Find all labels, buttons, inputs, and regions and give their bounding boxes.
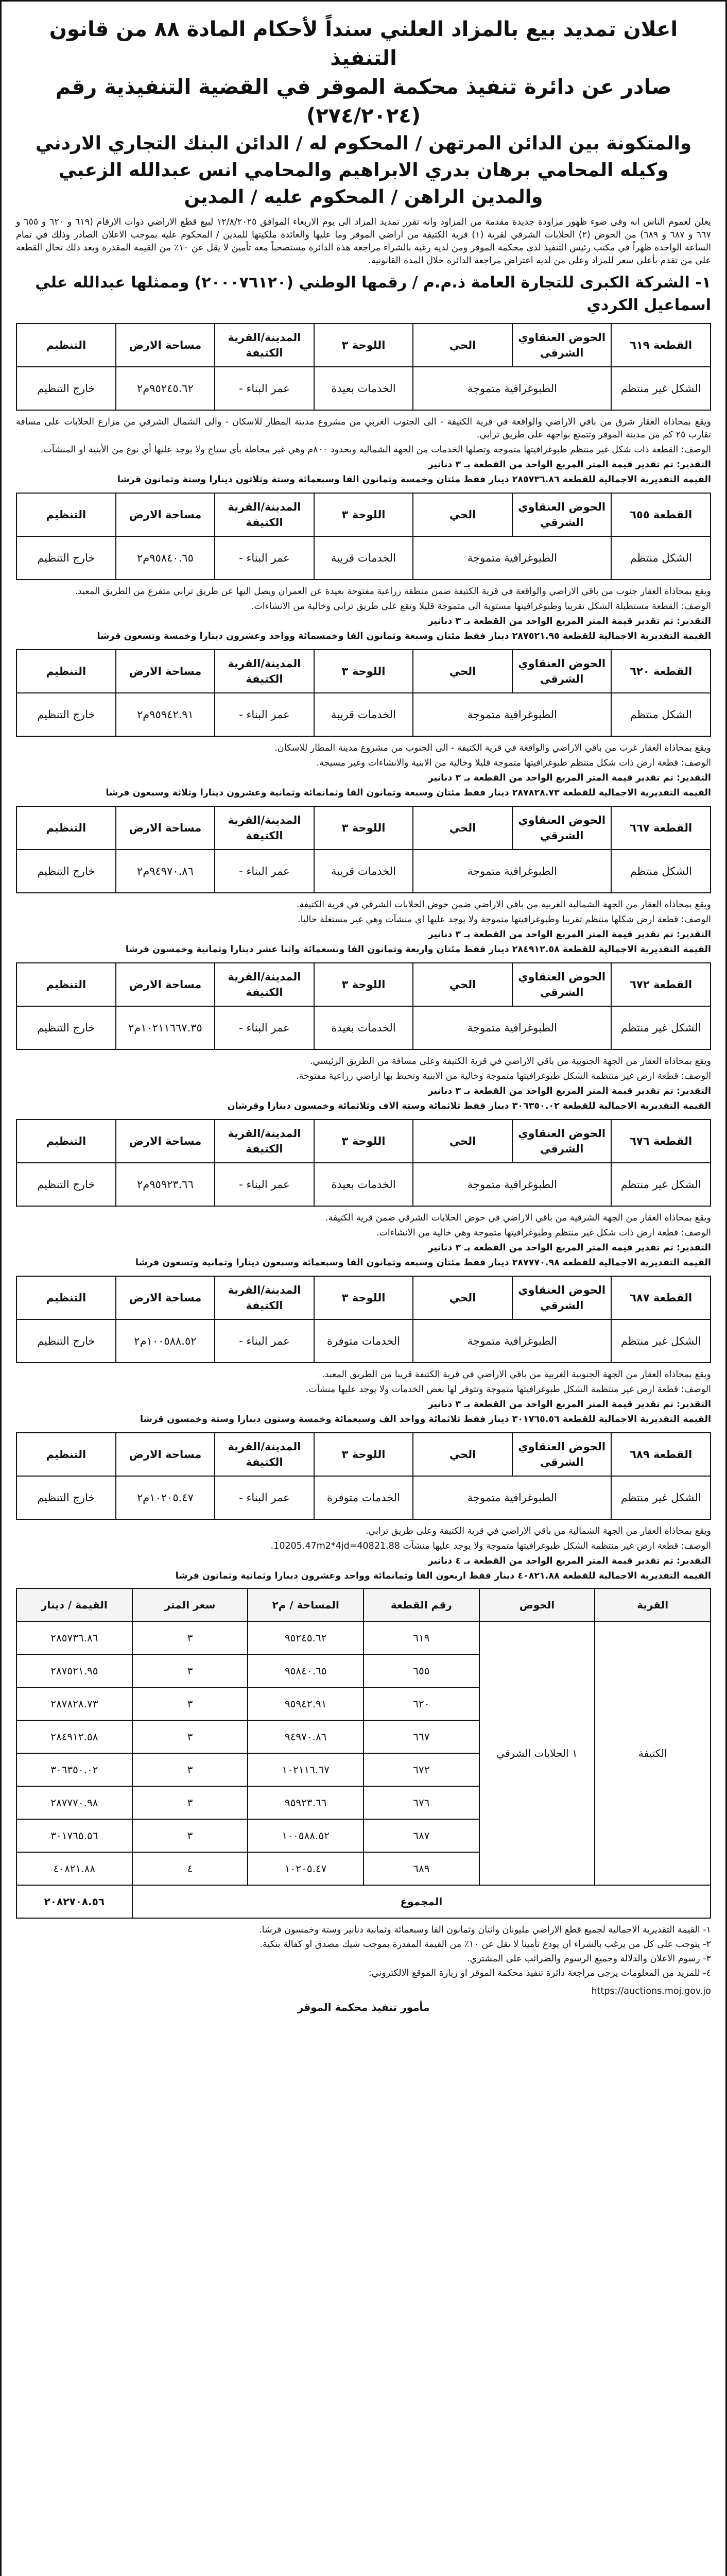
lot-board-cell: اللوحة ٣	[314, 806, 413, 850]
summary-cell: ٢٨٤٩١٢.٥٨	[16, 1720, 132, 1753]
lot-location-text: ويقع بمحاذاة العقار من الجهة الجنوبية الغربية من باقي الاراضي في قرية الكتيفة قريبا من الطريق المعبد.	[322, 1369, 711, 1380]
lot-number-cell: القطعة ٦٦٧	[611, 806, 711, 850]
lot-zoning-header-cell: التنظيم	[16, 1433, 116, 1476]
lot-basin-cell: الحوض العنقاوي الشرقي	[512, 1276, 612, 1319]
lot-neighborhood-cell: الحي	[413, 650, 512, 693]
header-line-1: اعلان تمديد بيع بالمزاد العلني سنداً لأحكام المادة ٨٨ من قانون التنفيذ	[49, 18, 678, 70]
lot-topography-cell: الطبوغرافية متموجة	[413, 1163, 611, 1206]
lots-container	[16, 323, 711, 1583]
summary-cell: ٣	[132, 1753, 248, 1786]
lot-row-1	[16, 1120, 711, 1163]
lot-neighborhood-cell: الحي	[413, 1433, 512, 1476]
lot-block	[16, 493, 711, 643]
lot-area-header-cell: مساحة الارض	[116, 1276, 215, 1319]
lot-table	[16, 649, 711, 737]
lot-row-1	[16, 1276, 711, 1319]
lot-city-cell: المدينة/القرية الكتيفة	[215, 1120, 314, 1163]
lot-services-cell: الخدمات قريبة	[314, 850, 413, 893]
company-title: ١- الشركة الكبرى للتجارة العامة ذ.م.م / رقمها الوطني (٢٠٠٠٧٦١٢٠) وممثلها عبدالله علي اسماعيل الكردي	[35, 274, 711, 314]
lot-shape-cell: الشكل غير منتظم	[611, 1006, 711, 1049]
lot-basin-cell: الحوض العنقاوي الشرقي	[512, 493, 612, 536]
lot-topography-cell: الطبوغرافية متموجة	[413, 1006, 611, 1049]
lot-basin-cell: الحوض العنقاوي الشرقي	[512, 1120, 612, 1163]
lot-services-cell: الخدمات قريبة	[314, 536, 413, 580]
lot-location-text: ويقع بمحاذاة العقار من الجهة الشمالية من باقي الاراضي في قرية الكتيفة وعلى طريق ترابي.	[365, 1526, 711, 1536]
summary-cell: ٣	[132, 1786, 248, 1819]
summary-cell: ٣	[132, 1819, 248, 1852]
lot-neighborhood-cell: الحي	[413, 1120, 512, 1163]
lot-board-cell: اللوحة ٣	[314, 650, 413, 693]
lot-topography-cell: الطبوغرافية متموجة	[413, 1476, 611, 1519]
lot-description-text: الوصف: قطعة ارض غير منتظمة الشكل طبوغرافيتها متموجة وتتوفر لها بعض الخدمات ولا يوجد عليها منشآت.	[305, 1384, 711, 1395]
lot-row-1	[16, 650, 711, 693]
lot-basin-cell: الحوض العنقاوي الشرقي	[512, 806, 612, 850]
lot-row-2	[16, 693, 711, 736]
lot-shape-cell: الشكل منتظم	[611, 850, 711, 893]
lot-number-cell: القطعة ٦٨٧	[611, 1276, 711, 1319]
lot-area-value-cell: ١٠٢٠٥.٤٧م٢	[116, 1476, 215, 1519]
summary-cell: ٢٨٧٧٧٠.٩٨	[16, 1786, 132, 1819]
lot-zoning-header-cell: التنظيم	[16, 963, 116, 1006]
lot-number-cell: القطعة ٦٥٥	[611, 493, 711, 536]
lot-total-text: القيمة التقديرية الاجمالية للقطعة ٤٠٨٢١.٨٨ دينار فقط اربعون الفا وثمانمائة وواحد وعشرون دينارا وثمانية وثمانون قرشا	[175, 1571, 711, 1581]
summary-cell: ٩٤٩٧٠.٨٦	[248, 1720, 363, 1753]
lot-board-cell: اللوحة ٣	[314, 1276, 413, 1319]
lot-zoning-value-cell: خارج التنظيم	[16, 536, 116, 580]
summary-header-row	[16, 1588, 711, 1621]
lot-location-text: ويقع بمحاذاة العقار من الجهة الشرقية من باقي الاراضي في حوض الحلابات الشرقي ضمن قرية الكتيفة.	[325, 1213, 711, 1223]
lot-city-cell: المدينة/القرية الكتيفة	[215, 1276, 314, 1319]
summary-cell: ٣	[132, 1687, 248, 1720]
lot-zoning-header-cell: التنظيم	[16, 493, 116, 536]
lot-basin-cell: الحوض العنقاوي الشرقي	[512, 324, 612, 367]
lot-basin-cell: الحوض العنقاوي الشرقي	[512, 963, 612, 1006]
lot-area-value-cell: ٩٥٩٤٢.٩١م٢	[116, 693, 215, 736]
lot-zoning-value-cell: خارج التنظيم	[16, 1476, 116, 1519]
summary-cell: ٢٨٧٨٢٨.٧٣	[16, 1687, 132, 1720]
summary-cell: ٩٥٩٤٢.٩١	[248, 1687, 363, 1720]
summary-body	[16, 1621, 711, 1918]
lot-block	[16, 1119, 711, 1269]
lot-shape-cell: الشكل غير منتظم	[611, 1476, 711, 1519]
lot-block	[16, 649, 711, 800]
lot-table	[16, 1432, 711, 1520]
lot-area-header-cell: مساحة الارض	[116, 806, 215, 850]
lot-building-age-cell: عمر البناء -	[215, 1163, 314, 1206]
summary-cell: ٦٢٠	[363, 1687, 479, 1720]
lot-neighborhood-cell: الحي	[413, 806, 512, 850]
summary-cell: ٣٠١٧٦٥.٥٦	[16, 1819, 132, 1852]
lot-valuation-text: التقدير: تم تقدير قيمة المتر المربع الواحد من القطعة بـ ٣ دنانير	[428, 460, 711, 470]
lot-description-text: الوصف: قطعة ارض غير منتظمة الشكل طبوغرافيتها متموجة ولا يوجد عليها منشآت 10205.47m2*4jd=40821.88.	[270, 1541, 711, 1551]
lot-description-text: الوصف: قطعة ارض ذات شكل منتظم طبوغرافيتها متموجة قليلا وخالية من الابنية والانشاءات وغير مسيجة.	[316, 758, 711, 768]
lot-neighborhood-cell: الحي	[413, 1276, 512, 1319]
lot-board-cell: اللوحة ٣	[314, 493, 413, 536]
lot-city-cell: المدينة/القرية الكتيفة	[215, 650, 314, 693]
lot-row-1	[16, 1433, 711, 1476]
lot-neighborhood-cell: الحي	[413, 963, 512, 1006]
lot-zoning-header-cell: التنظيم	[16, 1120, 116, 1163]
lot-description-text: الوصف: قطعة ارض ذات شكل غير منتظم وطبوغرافيتها متموجة وهي خالية من الانشاءات.	[376, 1228, 711, 1238]
lot-area-value-cell: ٩٥٨٤٠.٦٥م٢	[116, 536, 215, 580]
summary-cell: ٤٠٨٢١.٨٨	[16, 1852, 132, 1885]
lot-location-text: ويقع بمحاذاة العقار من الجهة الجنوبية من باقي الاراضي في قرية الكتيفة وعلى مسافة من الطريق الرئيسي.	[310, 1056, 711, 1066]
lot-zoning-header-cell: التنظيم	[16, 806, 116, 850]
lot-table	[16, 1119, 711, 1207]
summary-table	[16, 1588, 711, 1919]
lot-topography-cell: الطبوغرافية متموجة	[413, 1319, 611, 1363]
summary-cell: ٣٠٦٣٥٠.٠٢	[16, 1753, 132, 1786]
lot-services-cell: الخدمات بعيدة	[314, 367, 413, 410]
lot-services-cell: الخدمات بعيدة	[314, 1163, 413, 1206]
lot-services-cell: الخدمات بعيدة	[314, 1006, 413, 1049]
lot-total-text: القيمة التقديرية الاجمالية للقطعة ٢٨٧٨٢٨.٧٣ دينار فقط مئتان وسبعة وثمانون الفا وثمانمائة وثمانية وعشرون دينارا وثلاثة وسبعون قرشا	[106, 788, 711, 798]
summary-cell: ٣	[132, 1654, 248, 1687]
auction-url-link[interactable]: https://auctions.moj.gov.jo	[591, 1986, 711, 1996]
summary-cell: ١٠٠٥٨٨.٥٢	[248, 1819, 363, 1852]
header-line-5: والمدين الراهن / المحكوم عليه / المدين	[184, 187, 543, 208]
summary-cell: ٦٧٢	[363, 1753, 479, 1786]
lot-neighborhood-cell: الحي	[413, 493, 512, 536]
summary-cell: ٤	[132, 1852, 248, 1885]
lot-basin-cell: الحوض العنقاوي الشرقي	[512, 650, 612, 693]
lot-valuation-text: التقدير: تم تقدير قيمة المتر المربع الواحد من القطعة بـ ٣ دنانير	[428, 616, 711, 626]
lot-city-cell: المدينة/القرية الكتيفة	[215, 324, 314, 367]
lot-row-2	[16, 1319, 711, 1363]
lot-total-text: القيمة التقديرية الاجمالية للقطعة ٣٠١٧٦٥.٥٦ دينار فقط ثلاثمائة وواحد الف وسبعمائة وخمسة وستون دينارا وستة وخمسون قرشا	[140, 1414, 711, 1425]
lot-number-cell: القطعة ٦٨٩	[611, 1433, 711, 1476]
summary-header-cell: سعر المتر	[132, 1588, 248, 1621]
lot-row-2	[16, 1476, 711, 1519]
lot-area-header-cell: مساحة الارض	[116, 1433, 215, 1476]
intro-paragraph: يعلن لعموم الناس انه وفي ضوء ظهور مزاودة جديدة مقدمة من المزاود وانه تقرر تمديد المزاد الى يوم الاربعاء الموافق ١٢/٨/٢٠٢٥ لبيع قطع الاراضي ذوات الارقام (٦١٩ و ٦٢٠ و ٦٥٥ و ٦٦٧ و ٦٨٧ و ٦٨٩) من الحوض (٢) الحلابات الشرقي لقرية (١) قرية الكتيفة من اراضي الموقر وما عليها والعائدة ملكيتها للمدين / المحكوم عليه بموجب الاعلان الصادر وذلك في تمام الساعة الواحدة ظهراً في مكتب رئيس التنفيذ لدى محكمة الموقر ومن لديه رغبة بالشراء مراجعة هذه الدائرة مستصحباً معه تأمين لا يقل عن ١٠٪ من القيمة المقدرة وبعد ذلك تحال القطعة على من تقدم بأعلى سعر للمزاد وعلى من لديه اعتراض مراجعة الدائرة خلال المدة القانونية.	[16, 217, 712, 266]
lot-area-value-cell: ١٠٠٥٨٨.٥٢م٢	[116, 1319, 215, 1363]
lot-total-text: القيمة التقديرية الاجمالية للقطعة ٢٨٥٧٣٦.٨٦ دينار فقط مئتان وخمسة وثمانون الفا وسبعمائة وستة وثلاثون دينارا وستة وثمانون قرشا	[117, 474, 711, 485]
summary-header-cell: الحوض	[479, 1588, 595, 1621]
lot-area-value-cell: ١٠٢١١٦٦٧.٣٥م٢	[116, 1006, 215, 1049]
lot-block	[16, 962, 711, 1113]
lot-row-2	[16, 1163, 711, 1206]
summary-cell: ٦١٩	[363, 1621, 479, 1654]
lot-shape-cell: الشكل منتظم	[611, 693, 711, 736]
summary-total-value: ٢٠٨٢٧٠٨.٥٦	[16, 1885, 132, 1918]
lot-valuation-text: التقدير: تم تقدير قيمة المتر المربع الواحد من القطعة بـ ٣ دنانير	[428, 929, 711, 940]
lot-total-text: القيمة التقديرية الاجمالية للقطعة ٢٨٤٩١٢.٥٨ دينار فقط مئتان واربعة وثمانون الفا وتسعمائة واثنا عشر دينارا وثمانية وخمسون قرشا	[125, 944, 711, 955]
summary-village-cell: الكتيفة	[595, 1621, 711, 1885]
summary-cell: ٦٦٧	[363, 1720, 479, 1753]
summary-total-label: المجموع	[132, 1885, 711, 1918]
lot-block	[16, 1432, 711, 1583]
lot-zoning-header-cell: التنظيم	[16, 324, 116, 367]
lot-table	[16, 1276, 711, 1363]
lot-location-text: ويقع بمحاذاة العقار غرب من باقي الاراضي والواقعة في قرية الكتيفة - الى الجنوب من مشروع مدينة المطار للاسكان.	[274, 743, 711, 753]
lot-area-header-cell: مساحة الارض	[116, 493, 215, 536]
signature: مأمور تنفيذ محكمة الموقر	[297, 2001, 430, 2013]
lot-services-cell: الخدمات متوفرة	[314, 1476, 413, 1519]
lot-description-text: الوصف: قطعة ارض شكلها منتظم تقريبا وطبوغرافيتها متموجة ولا يوجد عليها اي منشآت وهي غير مستغلة حاليا.	[298, 914, 711, 925]
header-line-2: صادر عن دائرة تنفيذ محكمة الموقر في القضية التنفيذية رقم (٢٧٤/٢٠٢٤)	[55, 75, 672, 128]
lot-basin-cell: الحوض العنقاوي الشرقي	[512, 1433, 612, 1476]
lot-area-header-cell: مساحة الارض	[116, 324, 215, 367]
note-item: ١- القيمة التقديرية الاجمالية لجميع قطع الاراضي مليونان واثنان وثمانون الفا وسبعمائة وثمانية دنانير وستة وخمسون قرشا.	[259, 1925, 711, 1935]
summary-basin-cell: ١ الحلابات الشرقي	[479, 1621, 595, 1885]
lot-area-value-cell: ٩٥٩٢٣.٦٦م٢	[116, 1163, 215, 1206]
lot-row-1	[16, 493, 711, 536]
lot-zoning-value-cell: خارج التنظيم	[16, 693, 116, 736]
lot-location-text: ويقع بمحاذاة العقار شرق من باقي الاراضي والواقعة في قرية الكتيفة - الى الجنوب الغربي من مشروع مدينة المطار للاسكان - والى الشمال الشرقي من مزارع الحلابات على مسافة تقارب ٢٥ كم من مدينة الموقر وتتمتع بواجهة على طريق ترابي.	[16, 417, 711, 440]
lot-row-1	[16, 806, 711, 850]
lot-area-header-cell: مساحة الارض	[116, 1120, 215, 1163]
lot-number-cell: القطعة ٦٧٢	[611, 963, 711, 1006]
lot-board-cell: اللوحة ٣	[314, 1120, 413, 1163]
lot-city-cell: المدينة/القرية الكتيفة	[215, 1433, 314, 1476]
lot-row-2	[16, 1006, 711, 1049]
summary-cell: ٦٨٧	[363, 1819, 479, 1852]
lot-row-2	[16, 367, 711, 410]
lot-zoning-value-cell: خارج التنظيم	[16, 367, 116, 410]
lot-topography-cell: الطبوغرافية متموجة	[413, 693, 611, 736]
lot-location-text: ويقع بمحاذاة العقار من الجهة الشمالية الغربية من باقي الاراضي ضمن حوض الحلابات الشرقي في قرية الكتيفة.	[296, 900, 711, 910]
lot-number-cell: القطعة ٦٧٦	[611, 1120, 711, 1163]
lot-shape-cell: الشكل غير منتظم	[611, 1319, 711, 1363]
lot-topography-cell: الطبوغرافية متموجة	[413, 367, 611, 410]
lot-number-cell: القطعة ٦٢٠	[611, 650, 711, 693]
summary-cell: ٩٥٢٤٥.٦٢	[248, 1621, 363, 1654]
lot-board-cell: اللوحة ٣	[314, 963, 413, 1006]
lot-zoning-header-cell: التنظيم	[16, 650, 116, 693]
lot-topography-cell: الطبوغرافية متموجة	[413, 536, 611, 580]
note-item: ٢- يتوجب على كل من يرغب بالشراء ان يودع تأمينا لا يقل عن ١٠٪ من القيمة المقدرة بموجب شيك مصدق او كفالة بنكية.	[259, 1939, 711, 1950]
lot-services-cell: الخدمات قريبة	[314, 693, 413, 736]
summary-cell: ٣	[132, 1720, 248, 1753]
lot-city-cell: المدينة/القرية الكتيفة	[215, 963, 314, 1006]
lot-building-age-cell: عمر البناء -	[215, 693, 314, 736]
lot-shape-cell: الشكل غير منتظم	[611, 1163, 711, 1206]
header-line-4: وكيله المحامي برهان بدري الابراهيم والمحامي انس عبدالله الزعبي	[58, 160, 669, 181]
note-item: ٤- للمزيد من المعلومات يرجى مراجعة دائرة تنفيذ محكمة الموقر او زيارة الموقع الالكتروني:	[368, 1968, 711, 1978]
header-line-3: والمتكونة بين الدائن المرتهن / المحكوم له / الدائن البنك التجاري الاردني	[35, 133, 692, 154]
lot-topography-cell: الطبوغرافية متموجة	[413, 850, 611, 893]
lot-valuation-text: التقدير: تم تقدير قيمة المتر المربع الواحد من القطعة بـ ٣ دنانير	[428, 1399, 711, 1410]
lot-location-text: ويقع بمحاذاة العقار جنوب من باقي الاراضي والواقعة في قرية الكتيفة ضمن منطقة زراعية مفتوحة بعيدة عن العمران ويصل اليها عن طريق ترابي متفرع من الطريق المعبد.	[75, 586, 711, 597]
summary-header-cell: المساحة / م٢	[248, 1588, 363, 1621]
lot-shape-cell: الشكل غير منتظم	[611, 367, 711, 410]
notes-section	[16, 1924, 711, 1980]
lot-table	[16, 962, 711, 1050]
lot-table	[16, 806, 711, 893]
lot-area-value-cell: ٩٤٩٧٠.٨٦م٢	[116, 850, 215, 893]
lot-valuation-text: التقدير: تم تقدير قيمة المتر المربع الواحد من القطعة بـ ٣ دنانير	[428, 1086, 711, 1096]
lot-building-age-cell: عمر البناء -	[215, 1476, 314, 1519]
summary-cell: ٦٧٦	[363, 1786, 479, 1819]
lot-row-1	[16, 324, 711, 367]
lot-city-cell: المدينة/القرية الكتيفة	[215, 806, 314, 850]
lot-valuation-text: التقدير: تم تقدير قيمة المتر المربع الواحد من القطعة بـ ٣ دنانير	[428, 773, 711, 783]
summary-header-cell: رقم القطعة	[363, 1588, 479, 1621]
summary-cell: ٣	[132, 1621, 248, 1654]
lot-board-cell: اللوحة ٣	[314, 324, 413, 367]
summary-header-cell: القيمة / دينار	[16, 1588, 132, 1621]
lot-valuation-text: التقدير: تم تقدير قيمة المتر المربع الواحد من القطعة بـ ٤ دنانير	[428, 1556, 711, 1566]
lot-total-text: القيمة التقديرية الاجمالية للقطعة ٢٨٧٧٧٠.٩٨ دينار فقط مئتان وسبعة وثمانون الفا وسبعمائة وسبعون دينارا وثمانية وتسعون قرشا	[135, 1258, 711, 1268]
summary-cell: ٦٥٥	[363, 1654, 479, 1687]
lot-building-age-cell: عمر البناء -	[215, 536, 314, 580]
lot-zoning-header-cell: التنظيم	[16, 1276, 116, 1319]
lot-zoning-value-cell: خارج التنظيم	[16, 850, 116, 893]
lot-valuation-text: التقدير: تم تقدير قيمة المتر المربع الواحد من القطعة بـ ٣ دنانير	[428, 1243, 711, 1253]
lot-board-cell: اللوحة ٣	[314, 1433, 413, 1476]
lot-area-header-cell: مساحة الارض	[116, 963, 215, 1006]
lot-city-cell: المدينة/القرية الكتيفة	[215, 493, 314, 536]
summary-total-row	[16, 1885, 711, 1918]
summary-cell: ٩٥٩٢٣.٦٦	[248, 1786, 363, 1819]
summary-cell: ٦٨٩	[363, 1852, 479, 1885]
lot-area-header-cell: مساحة الارض	[116, 650, 215, 693]
summary-row	[16, 1621, 711, 1654]
lot-row-2	[16, 536, 711, 580]
summary-cell: ٢٨٧٥٢١.٩٥	[16, 1654, 132, 1687]
lot-total-text: القيمة التقديرية الاجمالية للقطعة ٢٨٧٥٢١.٩٥ دينار فقط مئتان وسبعة وثمانون الفا وخمسمائة وواحد وعشرون دينارا وخمسة وتسعون قرشا	[97, 631, 711, 641]
lot-zoning-value-cell: خارج التنظيم	[16, 1006, 116, 1049]
lot-row-1	[16, 963, 711, 1006]
lot-area-value-cell: ٩٥٢٤٥.٦٢م٢	[116, 367, 215, 410]
lot-total-text: القيمة التقديرية الاجمالية للقطعة ٣٠٦٣٥٠.٠٢ دينار فقط ثلاثمائة وستة الاف وثلاثمائة وخمسون دينارا وقرشان	[227, 1101, 711, 1111]
lot-block	[16, 323, 711, 486]
lot-table	[16, 493, 711, 580]
lot-building-age-cell: عمر البناء -	[215, 367, 314, 410]
note-item: ٣- رسوم الاعلان والدلالة وجميع الرسوم والضرائب على المشتري.	[466, 1954, 711, 1964]
lot-table	[16, 323, 711, 411]
lot-description-text: الوصف: قطعة ارض غير منتظمة الشكل طبوغرافيتها متموجة وخالية من الابنية وتحيط بها اراضي زراعية مفتوحة.	[296, 1071, 711, 1081]
lot-zoning-value-cell: خارج التنظيم	[16, 1163, 116, 1206]
lot-neighborhood-cell: الحي	[413, 324, 512, 367]
lot-description-text: الوصف: القطعة ذات شكل غير منتظم طبوغرافيتها متموجة وتصلها الخدمات من الجهة الشمالية وبحدود ٨٠٠م وهي غير محاطة بأي سياج ولا يوجد عليها أي نوع من الأبنية او المنشآت.	[40, 445, 711, 455]
lot-row-2	[16, 850, 711, 893]
lot-shape-cell: الشكل منتظم	[611, 536, 711, 580]
lot-building-age-cell: عمر البناء -	[215, 1006, 314, 1049]
lot-building-age-cell: عمر البناء -	[215, 850, 314, 893]
summary-cell: ٩٥٨٤٠.٦٥	[248, 1654, 363, 1687]
lot-block	[16, 806, 711, 956]
lot-number-cell: القطعة ٦١٩	[611, 324, 711, 367]
lot-services-cell: الخدمات متوفرة	[314, 1319, 413, 1363]
lot-description-text: الوصف: القطعة مستطيلة الشكل تقريبا وطبوغرافيتها مستوية الى متموجة قليلا وتقع على طريق ترابي وخالية من الانشاءات.	[251, 601, 711, 612]
summary-cell: ٢٨٥٧٣٦.٨٦	[16, 1621, 132, 1654]
summary-cell: ١٠٢٠٥.٤٧	[248, 1852, 363, 1885]
summary-cell: ١٠٢١١٦.٦٧	[248, 1753, 363, 1786]
lot-block	[16, 1276, 711, 1426]
summary-header-cell: القرية	[595, 1588, 711, 1621]
lot-building-age-cell: عمر البناء -	[215, 1319, 314, 1363]
lot-zoning-value-cell: خارج التنظيم	[16, 1319, 116, 1363]
